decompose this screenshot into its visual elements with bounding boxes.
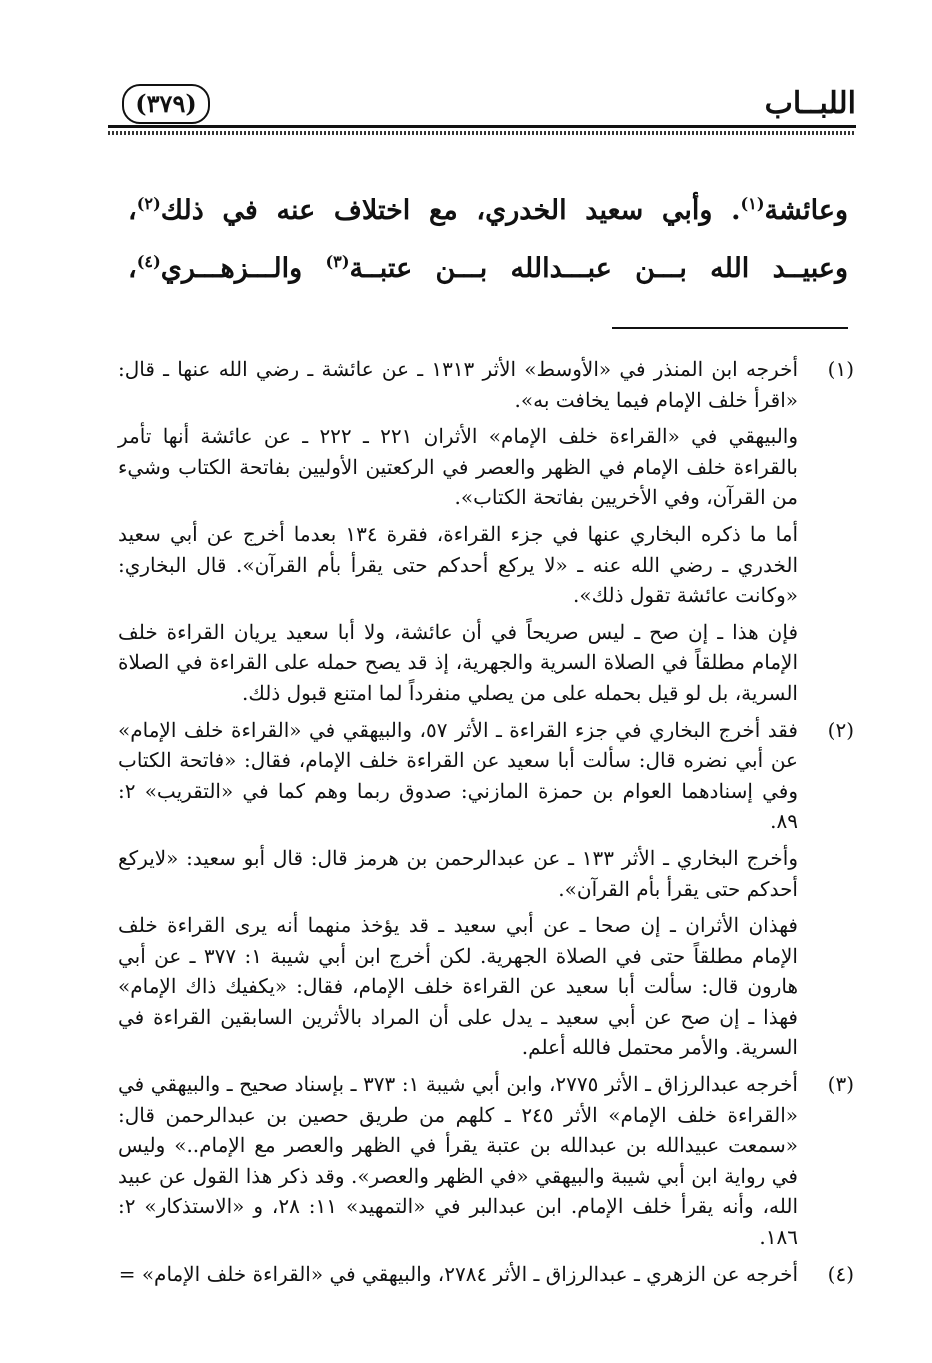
footnote-ref-2: (٢): [136, 194, 161, 213]
footnote-paragraph: أخرجه عن الزهري ـ عبدالرزاق ـ الأثر ٢٧٨٤، والبيهقي في «القراءة خلف الإمام» =: [118, 1261, 798, 1286]
footnote-2: [118, 715, 856, 1064]
footnote-3: [118, 1069, 856, 1253]
main-line-2: وعبيــد الله بـــن عبـــدالله بـــن عتبــة$^{(٣)}$ والـــزهـــري$^{(٤)}$،: [128, 252, 848, 284]
header-dotted-rule: [108, 131, 856, 135]
main-text: [128, 182, 848, 298]
footnote-1: [118, 354, 856, 709]
footnote-4: [118, 1259, 856, 1290]
footnote-number: (١): [827, 357, 854, 381]
footnote-paragraph: أما ما ذكره البخاري عنها في جزء القراءة، فقرة ١٣٤ بعدما أخرج عن أبي سعيد الخدري ـ رضي الله عنه ـ «لا يركع أحدكم حتى يقرأ بأم القرآن». قال البخاري: «وكانت عائشة تقول ذلك».: [118, 521, 798, 608]
footnotes: [118, 354, 856, 1295]
footnote-number: (٢): [827, 717, 854, 742]
footnote-paragraph: فإن هذا ـ إن صح ـ ليس صريحاً في أن عائشة، ولا أبا سعيد يريان القراءة خلف الإمام مطلقاً في الصلاة السرية والجهرية، إذ قد يصح حمله على القراءة في الصلاة السرية، بل لو قيل بحمله على من يصلي منفرداً لما امتنع قبول ذلك.: [118, 619, 798, 705]
footnote-paragraph: والبيهقي في «القراءة خلف الإمام» الأثران ٢٢١ ـ ٢٢٢ ـ عن عائشة أنها تأمر بالقراءة خلف الإمام في الظهر والعصر في الركعتين الأوليين بفاتحة الكتاب وشيء من القرآن، وفي الأخريين بفاتحة الكتاب».: [118, 424, 799, 510]
footnote-paragraph: فقد أخرج البخاري في جزء القراءة ـ الأثر ٥٧، والبيهقي في «القراءة خلف الإمام» عن أبي نضره قال: سألت أبا سعيد عن القراءة خلف الإمام، فقال: «فاتحة الكتاب وفي إسنادهما العوام بن حمزة المازني: صدوق ربما وهم كما في «التقريب» ٢: ٨٩.: [118, 717, 798, 834]
footnote-number: (٤): [827, 1261, 854, 1286]
footnote-separator: [612, 327, 848, 329]
footnote-number: (٣): [827, 1072, 854, 1097]
footnote-ref-1: (١): [740, 194, 765, 213]
footnote-paragraph: أخرجه عبدالرزاق ـ الأثر ٢٧٧٥، وابن أبي شيبة ١: ٣٧٣ ـ بإسناد صحيح ـ والبيهقي في «القراءة خلف الإمام» الأثر ٢٤٥ ـ كلهم من طريق حصين بن عبدالرحمن قال: «سمعت عبيدالله بن عبدالله بن عتبة يقرأ في الظهر والعصر مع الإمام..» وليس في رواية ابن أبي شيبة والبيهقي «في الظهر والعصر». وقد ذكر هذا القول عن عبيد الله، وأنه يقرأ خلف الإمام. ابن عبدالبر في «التمهيد» ١١: ٢٨، و «الاستذكار» ٢: ١٨٦.: [118, 1072, 798, 1250]
page-header: [108, 76, 856, 136]
footnote-ref-4: (٤): [136, 252, 161, 271]
main-line-1: وعائشة$^{(١)}$. وأبي سعيد الخدري، مع اختلاف عنه في ذلك$^{(٢)}$،: [128, 194, 848, 226]
page-number: (٣٧٩): [122, 84, 210, 124]
footnote-paragraph: وأخرج البخاري ـ الأثر ١٣٣ ـ عن عبدالرحمن بن هرمز قال: قال أبو سعيد: «لايركع أحدكم حتى يقرأ بأم القرآن».: [118, 845, 798, 901]
footnote-paragraph: أخرجه ابن المنذر في «الأوسط» الأثر ١٣١٣ ـ عن عائشة ـ رضي الله عنها ـ قال: «اقرأ خلف الإمام فيما يخافت به».: [118, 357, 798, 412]
running-title: اللبــاب: [764, 86, 856, 121]
header-rule: [108, 125, 856, 128]
footnote-ref-3: (٣): [325, 252, 350, 271]
footnote-paragraph: فهذان الأثران ـ إن صحا ـ عن أبي سعيد ـ قد يؤخذ منهما أنه يرى القراءة خلف الإمام مطلقاً حتى في الصلاة الجهرية. لكن أخرج ابن أبي شيبة ١: ٣٧٧ ـ عن أبي هارون قال: سألت أبا سعيد عن القراءة خلف الإمام، فقال: «يكفيك ذاك الإمام» فهذا ـ إن صح عن أبي سعيد ـ يدل على أن المراد بالأثرين السابقين القراءة في السرية. والأمر محتمل فالله أعلم.: [118, 913, 798, 1060]
